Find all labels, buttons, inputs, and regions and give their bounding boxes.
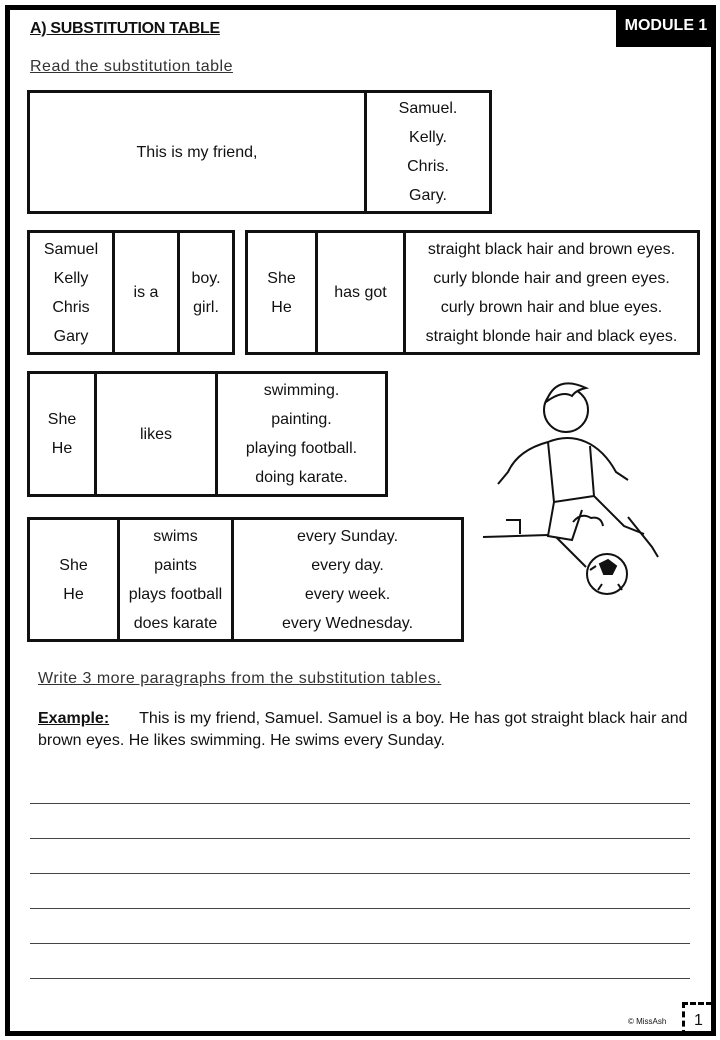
cell-text: Samuel <box>43 240 99 258</box>
cell-text: likes <box>139 425 172 443</box>
cell-text: playing football. <box>245 440 358 457</box>
t1-col2 <box>367 93 489 211</box>
t4-col2 <box>97 374 218 494</box>
cell-text: He <box>63 585 84 603</box>
cell-text: straight blonde hair and black eyes. <box>425 327 678 345</box>
cell-text: doing karate. <box>255 469 348 486</box>
writing-line[interactable] <box>30 978 690 979</box>
cell-text: painting. <box>271 411 332 428</box>
cell-text: Gary <box>53 327 89 345</box>
t5-col3 <box>234 520 461 639</box>
writing-line[interactable] <box>30 908 690 909</box>
cell-text: every week. <box>304 585 391 603</box>
page-number: 1 <box>682 1002 712 1036</box>
cell-text: does karate <box>133 614 218 632</box>
copyright: © MissAsh <box>628 1017 667 1026</box>
example-paragraph <box>38 708 688 752</box>
cell-text: He <box>51 440 73 457</box>
cell-text: plays football <box>128 585 223 603</box>
cell-text: every Wednesday. <box>281 614 414 632</box>
module-tab: MODULE 1 <box>616 5 716 47</box>
t4-col3 <box>218 374 385 494</box>
cell-text: every Sunday. <box>296 527 399 545</box>
instruction-write: Write 3 more paragraphs from the substitution tables. <box>38 670 442 687</box>
substitution-table-4 <box>27 371 388 497</box>
t3-col1 <box>248 233 318 352</box>
t2-col1 <box>30 233 115 352</box>
t3-col3 <box>406 233 697 352</box>
cell-text: is a <box>133 284 159 301</box>
cell-text: paints <box>154 556 197 574</box>
t3-col2 <box>318 233 406 352</box>
section-title: A) SUBSTITUTION TABLE <box>30 20 220 37</box>
cell-text: Gary. <box>409 187 447 204</box>
t1-col1 <box>30 93 367 211</box>
substitution-table-3 <box>245 230 700 355</box>
t2-col2 <box>115 233 180 352</box>
cell-text: every day. <box>311 556 384 574</box>
t2-col3 <box>180 233 232 352</box>
example-label: Example: <box>38 710 110 727</box>
cell-text: girl. <box>193 298 219 316</box>
writing-line[interactable] <box>30 873 690 874</box>
instruction-read: Read the substitution table <box>30 58 233 75</box>
t5-col2 <box>120 520 234 639</box>
cell-text: She <box>47 411 77 428</box>
writing-line[interactable] <box>30 943 690 944</box>
cell-text: curly blonde hair and green eyes. <box>433 269 670 287</box>
cell-text: Samuel. <box>398 100 458 117</box>
substitution-table-5 <box>27 517 464 642</box>
cell-text: swimming. <box>263 382 340 399</box>
cell-text: This is my friend, <box>136 143 258 161</box>
cell-text: boy. <box>191 269 221 287</box>
cell-text: She <box>59 556 88 574</box>
cell-text: Chris <box>52 298 90 316</box>
cell-text: straight black hair and brown eyes. <box>427 240 676 258</box>
soccer-player-illustration <box>478 372 678 597</box>
cell-text: She <box>267 269 296 287</box>
writing-line[interactable] <box>30 838 690 839</box>
t4-col1 <box>30 374 97 494</box>
cell-text: swims <box>153 527 198 545</box>
writing-line[interactable] <box>30 803 690 804</box>
cell-text: Kelly. <box>409 129 447 146</box>
substitution-table-1 <box>27 90 492 214</box>
cell-text: curly brown hair and blue eyes. <box>440 298 663 316</box>
cell-text: Kelly <box>53 269 89 287</box>
cell-text: Chris. <box>407 158 449 175</box>
cell-text: has got <box>334 284 387 301</box>
cell-text: He <box>271 298 292 316</box>
t5-col1 <box>30 520 120 639</box>
substitution-table-2 <box>27 230 235 355</box>
example-text: This is my friend, Samuel. Samuel is a boy. He has got straight black hair and brown eyes. He likes swimming. He swims every Sunday. <box>38 710 688 749</box>
